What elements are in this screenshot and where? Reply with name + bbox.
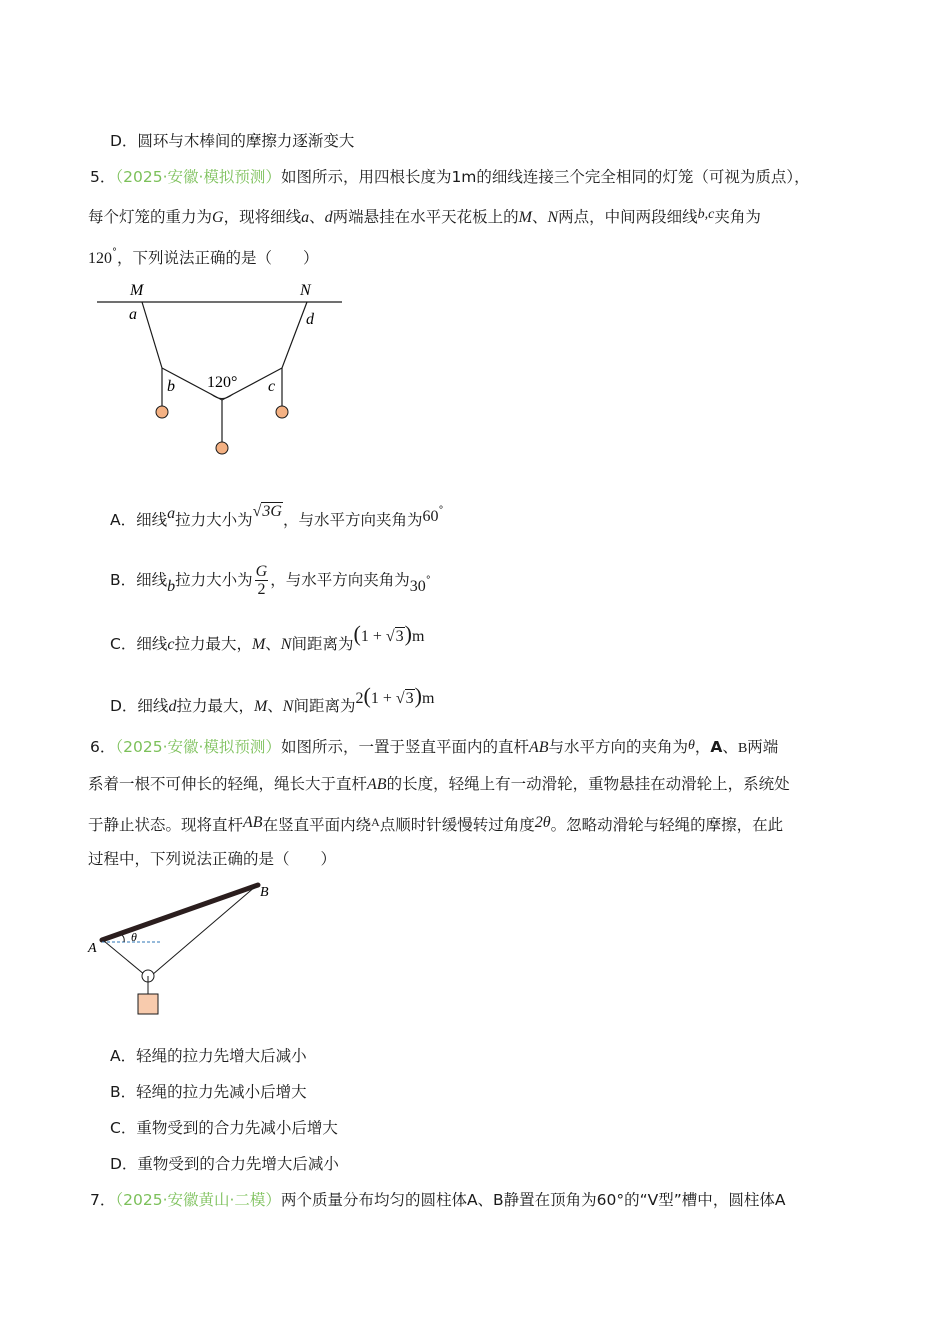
q6-rod-pulley-figure [85, 880, 285, 1020]
option-text: D．细线 [110, 697, 169, 715]
q5-text: 两点，中间两段细线 [558, 208, 698, 226]
q7-source: （2025·安徽黄山·二模） [115, 1191, 281, 1209]
q4-option-d: D．圆环与木棒间的摩擦力逐渐变大 [110, 132, 355, 150]
option-text: 间距离为 [293, 697, 356, 715]
theta-arc [122, 935, 124, 942]
q6-text: ， [694, 738, 711, 756]
q6-text: 。忽略动滑轮与轻绳的摩擦，在此 [550, 816, 784, 834]
q5-stem-line1 [90, 166, 810, 188]
option-text: 、 [265, 635, 281, 653]
math-var: N [282, 698, 294, 715]
label-a: a [129, 306, 137, 323]
math-var: N [280, 636, 292, 653]
q5-lantern-figure [92, 275, 347, 460]
math-var: G [212, 209, 224, 226]
q6-text: 与水平方向的夹角为 [548, 738, 689, 756]
unit: m [421, 690, 435, 707]
math-value: 1 + [360, 628, 386, 645]
math-var: θ [688, 738, 695, 753]
math-value: 120 [88, 250, 112, 267]
math-var: 2θ [534, 814, 551, 831]
radicand: 3 [395, 628, 404, 645]
q6-text: 的长度，轻绳上有一动滑轮，重物悬挂在动滑轮上，系统处 [386, 775, 790, 793]
option-text: 、 [267, 697, 283, 715]
rod-AB [102, 885, 258, 940]
q7-stem-line1 [90, 1189, 785, 1211]
rope-left [104, 941, 145, 975]
q6-text: A [710, 738, 723, 756]
q5-text: 两端悬挂在水平天花板上的 [332, 208, 519, 226]
lantern-right [276, 406, 288, 418]
label-d: d [306, 311, 314, 328]
radicand: 3G [262, 503, 282, 520]
q5-text: ，下列说法正确的是（ ） [117, 249, 319, 267]
q6-stem-line3 [88, 811, 783, 836]
math-var: B [737, 741, 748, 756]
q6-text: 、 [722, 738, 738, 756]
lantern-middle [216, 442, 228, 454]
option-text: ，与水平方向夹角为 [282, 511, 423, 529]
option-text: C．细线 [110, 635, 168, 653]
math-var: N [547, 209, 559, 226]
q6-option-b: B．轻绳的拉力先减小后增大 [110, 1083, 307, 1101]
q5-text: 、 [309, 208, 325, 226]
fraction [255, 563, 269, 598]
unit: m [411, 628, 425, 645]
q6-text: 两端 [747, 738, 779, 756]
label-b: b [167, 378, 175, 395]
q5-stem-line3 [88, 242, 319, 270]
q6-number: 6． [90, 738, 116, 756]
option-text: 拉力最大， [174, 635, 252, 653]
label-N: N [300, 282, 311, 299]
q6-text: 如图所示，一置于竖直平面内的直杆 [280, 738, 529, 756]
math-var: d [168, 698, 177, 715]
math-var: b [167, 578, 176, 595]
q6-option-a: A．轻绳的拉力先增大后减小 [110, 1047, 307, 1065]
math-var: M [251, 636, 266, 653]
angle-label: 120° [207, 374, 238, 391]
q6-stem-line4: 过程中，下列说法正确的是（ ） [88, 850, 337, 868]
math-var: AB [528, 739, 549, 756]
math-var: d [324, 209, 333, 226]
label-M: M [130, 282, 144, 299]
q5-source: （2025·安徽·模拟预测） [115, 168, 281, 186]
q6-text: 系着一根不可伸长的轻绳，绳长大于直杆 [88, 775, 368, 793]
math-value: 2 [355, 690, 364, 707]
label-theta: θ [131, 930, 137, 944]
q5-text: 每个灯笼的重力为 [88, 208, 213, 226]
math-var: c [167, 636, 175, 653]
distance-expression: 2(1 + √3)m [355, 683, 435, 708]
q5-option-c [110, 623, 424, 656]
math-var: AB [367, 776, 387, 793]
q5-text: 夹角为 [714, 208, 761, 226]
q5-option-b [110, 563, 431, 598]
option-text: ，与水平方向夹角为 [270, 571, 410, 589]
q6-stem-line2 [88, 773, 790, 796]
math-var: AB [243, 814, 263, 831]
q5-stem-line2 [88, 204, 761, 229]
fraction-numerator: G [255, 563, 268, 580]
q7-text: 两个质量分布均匀的圆柱体A、B静置在顶角为60°的“V型”槽中，圆柱体A [280, 1191, 786, 1209]
angle-arc [211, 394, 233, 399]
q6-text: 在竖直平面内绕 [262, 816, 372, 834]
label-A: A [88, 941, 97, 956]
q6-stem-line1 [90, 735, 778, 760]
option-text: 间距离为 [291, 635, 354, 653]
lantern-left [156, 406, 168, 418]
degree-sign: ° [438, 505, 444, 516]
math-var: a [167, 505, 176, 522]
math-value: 60 [422, 508, 439, 525]
q5-option-d [110, 685, 434, 718]
q6-text: 于静止状态。现将直杆 [88, 816, 244, 834]
q6-option-c: C．重物受到的合力先减小后增大 [110, 1119, 338, 1137]
q7-number: 7． [90, 1191, 116, 1209]
rope-right [152, 886, 256, 975]
math-value: 1 + [370, 690, 396, 707]
q6-option-d: D．重物受到的合力先增大后减小 [110, 1155, 339, 1173]
math-var: a [301, 209, 310, 226]
degree-sign: ° [425, 575, 431, 586]
math-var: M [518, 209, 532, 226]
q5-text: 如图所示，用四根长度为1m的细线连接三个完全相同的灯笼（可视为质点）， [280, 168, 810, 186]
q5-text: ，现将细线 [223, 208, 302, 226]
weight-block [138, 994, 158, 1014]
distance-expression: (1 + √3)m [353, 621, 425, 646]
option-text: 拉力大小为 [175, 511, 253, 529]
option-text: A．细线 [110, 511, 168, 529]
math-var: M [253, 698, 268, 715]
q5-number: 5． [90, 168, 116, 186]
q5-option-a [110, 500, 443, 531]
option-text: B．细线 [110, 571, 168, 589]
q5-text: 、 [531, 208, 548, 226]
label-c: c [268, 378, 276, 395]
math-value: 30 [409, 578, 426, 595]
math-var: A [371, 815, 380, 829]
option-text: 拉力大小为 [175, 571, 253, 589]
q6-text: 点顺时针缓慢转过角度 [379, 816, 535, 834]
math-var: b,c [697, 207, 715, 222]
sqrt-expression: √3G [252, 503, 282, 520]
label-B: B [260, 885, 269, 900]
fraction-denominator: 2 [257, 581, 266, 598]
option-text: 拉力最大， [176, 697, 254, 715]
degree-sign: ° [112, 247, 117, 258]
radicand: 3 [405, 690, 414, 707]
q6-source: （2025·安徽·模拟预测） [115, 738, 281, 756]
